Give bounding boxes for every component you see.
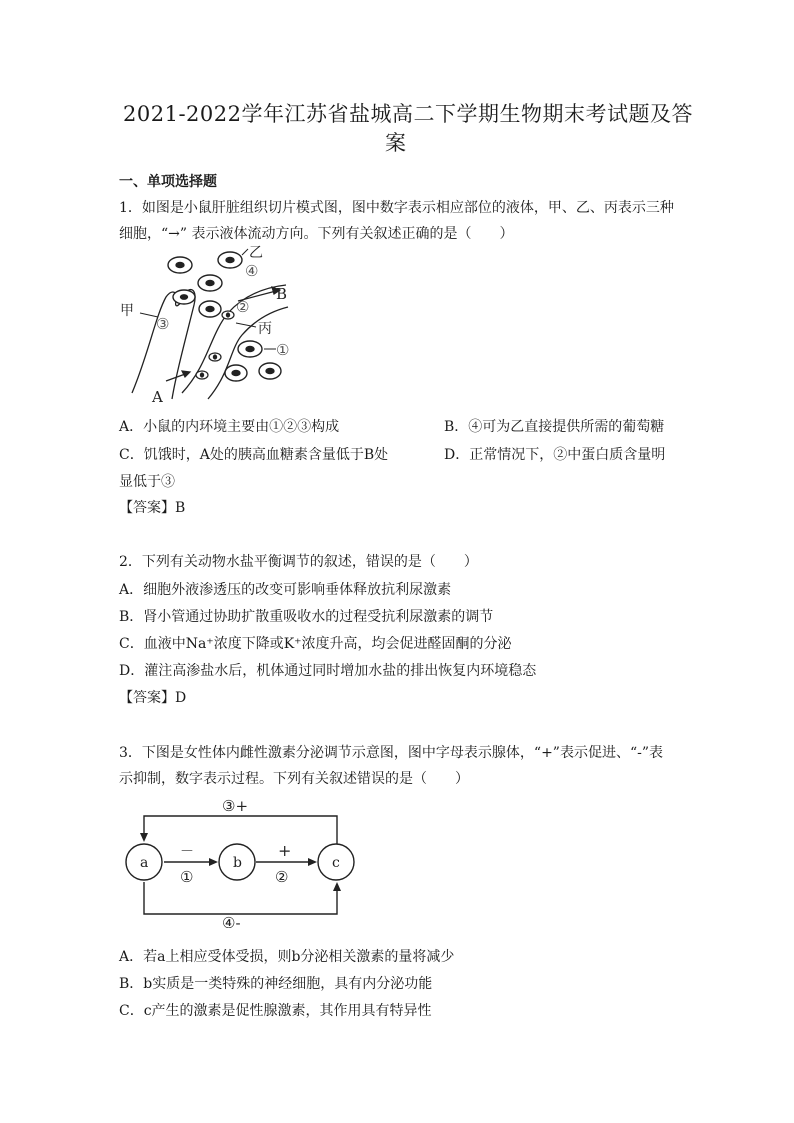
doc-title-line1: 2021-2022学年江苏省盐城高二下学期生物期末考试题及答 [123,102,693,126]
q3-label-plus: + [278,841,292,860]
q3-label-p1: ① [180,868,194,886]
q2-stem: 2．下列有关动物水盐平衡调节的叙述，错误的是（ ） [119,554,478,570]
section-heading: 一、单项选择题 [119,174,217,190]
q1-stem-line2: 细胞，“→” 表示液体流动方向。下列有关叙述正确的是（ ） [119,226,514,242]
q3-option-c: C．c产生的激素是促性腺激素，其作用具有特异性 [119,1003,432,1019]
q2-option-c: C．血液中Na⁺浓度下降或K⁺浓度升高，均会促进醛固酮的分泌 [119,636,512,652]
q1-option-c: C．饥饿时，A处的胰高血糖素含量低于B处 [119,447,389,463]
q2-option-a: A．细胞外液渗透压的改变可影响垂体释放抗利尿激素 [119,582,452,598]
q3-stem-line1: 3．下图是女性体内雌性激素分泌调节示意图，图中字母表示腺体，“+”表示促进、“-”表 [119,745,663,761]
q3-stem-line2: 示抑制，数字表示过程。下列有关叙述错误的是（ ） [119,771,469,787]
q3-label-c: c [332,855,340,871]
q3-option-a: A．若a上相应受体受损，则b分泌相关激素的量将减少 [119,949,455,965]
q1-label-n1: ① [276,341,290,359]
q1-option-d-line2: 显低于③ [119,474,175,490]
doc-title-line2: 案 [385,131,407,155]
q3-label-a: a [140,855,149,871]
q1-label-yi: 乙 [249,245,263,261]
q1-label-n3: ③ [156,315,170,333]
q3-label-p4: ④- [222,914,241,928]
q1-answer: 【答案】B [119,500,186,516]
q1-option-a: A．小鼠的内环境主要由①②③构成 [119,419,340,435]
q1-label-n2: ② [236,298,250,316]
q1-option-b: B．④可为乙直接提供所需的葡萄糖 [444,419,665,435]
q2-option-d: D．灌注高渗盐水后，机体通过同时增加水盐的排出恢复内环境稳态 [119,663,537,679]
q3-label-p2: ② [275,868,289,886]
q3-option-b: B．b实质是一类特殊的神经细胞，具有内分泌功能 [119,976,433,992]
q3-label-b: b [233,855,242,871]
q1-option-d-line1: D．正常情况下，②中蛋白质含量明 [444,447,666,463]
q3-label-minus: － [180,844,194,860]
q1-stem-line1: 1．如图是小鼠肝脏组织切片模式图，图中数字表示相应部位的液体，甲、乙、丙表示三种 [119,200,674,216]
q3-regulation-figure [118,796,358,928]
q1-liver-tissue-figure [118,245,318,405]
q2-option-b: B．肾小管通过协助扩散重吸收水的过程受抗利尿激素的调节 [119,609,494,625]
q1-label-bing: 丙 [258,321,272,337]
q3-label-p3: ③+ [222,797,249,815]
q2-answer: 【答案】D [119,690,187,706]
q1-label-B: B [276,285,288,303]
q1-label-n4: ④ [245,262,259,280]
q1-label-jia: 甲 [120,303,134,319]
q1-label-A: A [152,388,163,405]
